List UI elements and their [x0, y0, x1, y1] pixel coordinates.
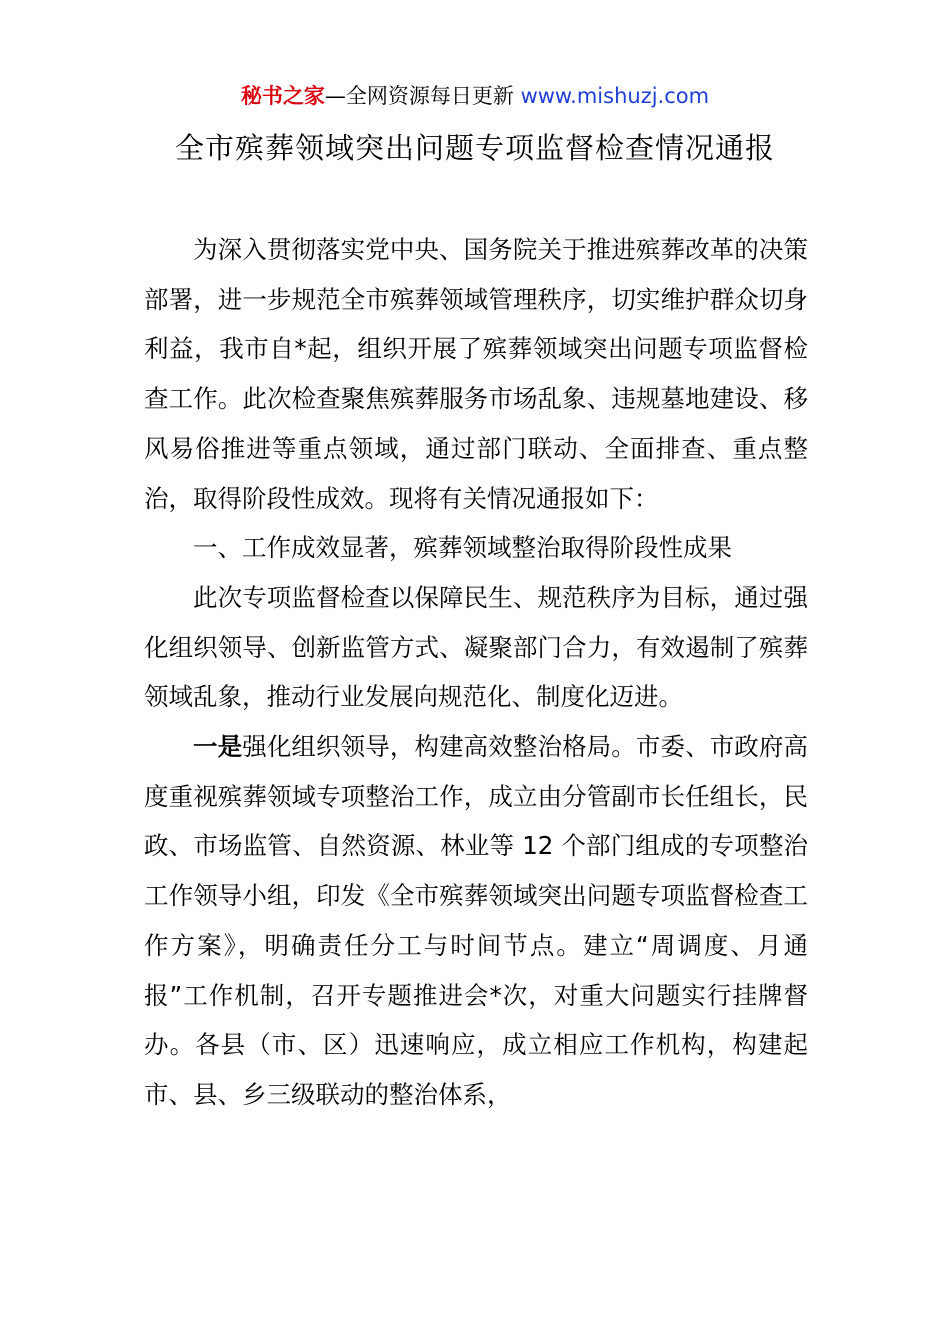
intro-paragraph: 为深入贯彻落实党中央、国务院关于推进殡葬改革的决策部署，进一步规范全市殡葬领域管理秩序，切实维护群众切身利益，我市自*起，组织开展了殡葬领域突出问题专项监督检查工作。此次检查聚焦殡葬服务市场乱象、违规墓地建设、移风易俗推进等重点领域，通过部门联动、全面排查、重点整治，取得阶段性成效。现将有关情况通报如下：	[144, 235, 808, 513]
section-heading-1: 一、工作成效显著，殡葬领域整治取得阶段性成果	[193, 533, 732, 563]
point-1-lead: 一是	[193, 732, 243, 762]
point-1-text: 强化组织领导，构建高效整治格局。市委、市政府高度重视殡葬领域专项整治工作，成立由分管副市长任组长，民政、市场监管、自然资源、林业等 12 个部门组成的专项整治工作领导小组，印发《全市殡葬领域突出问题专项监督检查工作方案》，明确责任分工与时间节点。建立“周调度、月通报”工作机制，召开专题推进会*次，对重大问题实行挂牌督办。各县（市、区）迅速响应，成立相应工作机构，构建起市、县、乡三级联动的整治体系，	[144, 732, 809, 1109]
point-1-paragraph	[144, 722, 808, 1120]
document-body	[144, 225, 808, 1120]
document-title: 全市殡葬领域突出问题专项监督检查情况通报	[174, 131, 775, 165]
section-1-summary-paragraph: 此次专项监督检查以保障民生、规范秩序为目标，通过强化组织领导、创新监管方式、凝聚部门合力，有效遏制了殡葬领域乱象，推动行业发展向规范化、制度化迈进。	[144, 582, 808, 712]
site-url-link[interactable]: www.mishuzj.com	[520, 84, 710, 108]
site-name: 秘书之家	[240, 84, 325, 108]
site-banner	[0, 80, 950, 112]
site-slogan: —全网资源每日更新	[324, 84, 514, 108]
